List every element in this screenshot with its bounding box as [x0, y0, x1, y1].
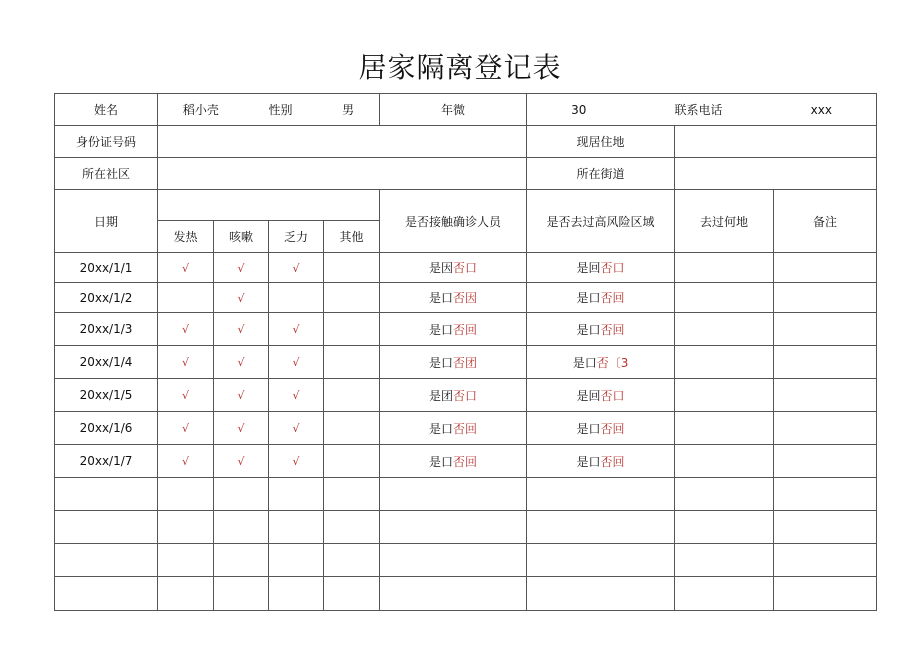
- fever-check-cell[interactable]: [158, 445, 214, 478]
- table-row: [55, 253, 877, 283]
- remarks-cell[interactable]: [774, 412, 877, 445]
- contact-yes-option[interactable]: 是口: [429, 355, 454, 370]
- blank-row: [55, 511, 877, 544]
- blank-cell[interactable]: [269, 544, 324, 577]
- checkmark-icon: √: [181, 389, 189, 402]
- other-check-cell[interactable]: [324, 283, 380, 313]
- risk-area-header: 是否去过高风险区域: [527, 190, 675, 253]
- date-cell: 20xx/1/2: [55, 283, 158, 313]
- blank-cell[interactable]: [675, 544, 774, 577]
- name-gender-cell: [158, 94, 380, 126]
- contact-no-option[interactable]: 否回: [453, 322, 478, 337]
- name-value[interactable]: 稻小壳: [182, 103, 219, 117]
- blank-cell[interactable]: [214, 478, 269, 511]
- blank-cell[interactable]: [214, 511, 269, 544]
- gender-value[interactable]: 男: [342, 103, 355, 117]
- gender-label: 性别: [268, 103, 293, 117]
- contact-no-option[interactable]: 否团: [453, 355, 478, 370]
- blank-cell[interactable]: [214, 577, 269, 611]
- phone-value[interactable]: xxx: [810, 102, 832, 117]
- date-header: 日期: [55, 190, 158, 253]
- fatigue-check-cell[interactable]: [269, 412, 324, 445]
- checkmark-icon: √: [181, 261, 189, 275]
- blank-cell[interactable]: [527, 478, 675, 511]
- contact-yes-option[interactable]: 是团: [429, 388, 454, 403]
- blank-cell[interactable]: [55, 478, 158, 511]
- risk-yes-option[interactable]: 是口: [576, 291, 601, 305]
- blank-cell[interactable]: [269, 577, 324, 611]
- residence-label: 现居住地: [527, 126, 675, 158]
- blank-cell[interactable]: [527, 577, 675, 611]
- contact-yes-option[interactable]: 是口: [429, 322, 454, 337]
- blank-cell[interactable]: [380, 544, 527, 577]
- cough-check-cell[interactable]: [214, 313, 269, 346]
- log-header-row: [55, 190, 877, 221]
- age-phone-cell: [527, 94, 877, 126]
- table-row: [55, 379, 877, 412]
- blank-row: [55, 577, 877, 611]
- risk-no-option[interactable]: 否回: [600, 291, 625, 305]
- where-cell[interactable]: [675, 313, 774, 346]
- checkmark-icon: √: [237, 291, 245, 305]
- risk-area-cell[interactable]: [527, 283, 675, 313]
- blank-cell[interactable]: [324, 511, 380, 544]
- contact-cell[interactable]: [380, 313, 527, 346]
- risk-yes-option[interactable]: 是口: [576, 421, 601, 436]
- table-row: [55, 445, 877, 478]
- risk-area-cell[interactable]: [527, 346, 675, 379]
- risk-no-option[interactable]: 否回: [600, 322, 625, 337]
- date-cell: 20xx/1/3: [55, 313, 158, 346]
- cough-check-cell[interactable]: [214, 253, 269, 283]
- checkmark-icon: √: [292, 389, 300, 402]
- risk-yes-option[interactable]: 是口: [576, 322, 601, 337]
- blank-cell[interactable]: [158, 478, 214, 511]
- community-value[interactable]: [158, 158, 527, 190]
- fever-check-cell[interactable]: [158, 253, 214, 283]
- remarks-cell[interactable]: [774, 346, 877, 379]
- fatigue-check-cell[interactable]: [269, 313, 324, 346]
- risk-area-cell[interactable]: [527, 313, 675, 346]
- phone-label: 联系电话: [674, 103, 723, 117]
- fatigue-check-cell[interactable]: [269, 379, 324, 412]
- where-cell[interactable]: [675, 445, 774, 478]
- cough-check-cell[interactable]: [214, 445, 269, 478]
- other-check-cell[interactable]: [324, 412, 380, 445]
- checkmark-icon: √: [292, 422, 300, 435]
- contact-no-option[interactable]: 否因: [453, 291, 478, 305]
- checkmark-icon: √: [237, 356, 245, 369]
- checkmark-icon: √: [237, 261, 245, 275]
- contact-yes-option[interactable]: 是口: [429, 421, 454, 436]
- fatigue-check-cell[interactable]: [269, 283, 324, 313]
- symptoms-group-header: [158, 190, 380, 221]
- blank-cell[interactable]: [380, 511, 527, 544]
- risk-area-cell[interactable]: [527, 445, 675, 478]
- fever-check-cell[interactable]: [158, 379, 214, 412]
- contact-cell[interactable]: [380, 412, 527, 445]
- checkmark-icon: √: [292, 323, 300, 336]
- checkmark-icon: √: [237, 323, 245, 336]
- risk-yes-option[interactable]: 是口: [572, 355, 597, 370]
- registration-table: [54, 93, 877, 611]
- name-label: 姓名: [55, 94, 158, 126]
- checkmark-icon: √: [292, 455, 300, 468]
- cough-check-cell[interactable]: [214, 379, 269, 412]
- blank-cell[interactable]: [55, 544, 158, 577]
- contact-yes-option[interactable]: 是口: [429, 454, 454, 469]
- where-header: 去过何地: [675, 190, 774, 253]
- age-value[interactable]: 30: [571, 102, 587, 117]
- date-cell: 20xx/1/4: [55, 346, 158, 379]
- checkmark-icon: √: [181, 323, 189, 336]
- community-label: 所在社区: [55, 158, 158, 190]
- contact-cell[interactable]: [380, 253, 527, 283]
- fever-check-cell[interactable]: [158, 412, 214, 445]
- remarks-cell[interactable]: [774, 253, 877, 283]
- blank-cell[interactable]: [380, 478, 527, 511]
- date-cell: 20xx/1/5: [55, 379, 158, 412]
- blank-cell[interactable]: [774, 511, 877, 544]
- checkmark-icon: √: [237, 422, 245, 435]
- blank-row: [55, 544, 877, 577]
- blank-cell[interactable]: [675, 511, 774, 544]
- contact-header: 是否接触确诊人员: [380, 190, 527, 253]
- other-header: 其他: [324, 221, 380, 253]
- blank-cell[interactable]: [158, 577, 214, 611]
- blank-cell[interactable]: [158, 511, 214, 544]
- checkmark-icon: √: [181, 356, 189, 369]
- date-cell: 20xx/1/1: [55, 253, 158, 283]
- risk-no-option[interactable]: 否回: [600, 454, 625, 469]
- id-label: 身份证号码: [55, 126, 158, 158]
- checkmark-icon: √: [181, 455, 189, 468]
- checkmark-icon: √: [181, 422, 189, 435]
- risk-area-cell[interactable]: [527, 412, 675, 445]
- street-value[interactable]: [675, 158, 877, 190]
- cough-header: 咳嗽: [214, 221, 269, 253]
- info-row-id: [55, 126, 877, 158]
- table-row: [55, 313, 877, 346]
- risk-no-option[interactable]: 否〔3: [596, 355, 629, 370]
- remarks-cell[interactable]: [774, 283, 877, 313]
- contact-yes-option[interactable]: 是因: [429, 261, 454, 275]
- remarks-cell[interactable]: [774, 313, 877, 346]
- risk-yes-option[interactable]: 是回: [576, 388, 601, 403]
- blank-cell[interactable]: [527, 544, 675, 577]
- where-cell[interactable]: [675, 379, 774, 412]
- blank-cell[interactable]: [774, 544, 877, 577]
- table-row: [55, 412, 877, 445]
- fever-check-cell[interactable]: [158, 313, 214, 346]
- risk-no-option[interactable]: 否口: [600, 388, 625, 403]
- blank-cell[interactable]: [527, 511, 675, 544]
- remarks-cell[interactable]: [774, 445, 877, 478]
- where-cell[interactable]: [675, 346, 774, 379]
- where-cell[interactable]: [675, 412, 774, 445]
- blank-cell[interactable]: [324, 478, 380, 511]
- other-check-cell[interactable]: [324, 346, 380, 379]
- contact-no-option[interactable]: 否口: [453, 388, 478, 403]
- blank-cell[interactable]: [324, 577, 380, 611]
- fever-header: 发热: [158, 221, 214, 253]
- risk-no-option[interactable]: 否回: [600, 421, 625, 436]
- other-check-cell[interactable]: [324, 445, 380, 478]
- checkmark-icon: √: [237, 455, 245, 468]
- fever-check-cell[interactable]: [158, 346, 214, 379]
- date-cell: 20xx/1/6: [55, 412, 158, 445]
- cough-check-cell[interactable]: [214, 346, 269, 379]
- residence-value[interactable]: [675, 126, 877, 158]
- blank-cell[interactable]: [158, 544, 214, 577]
- blank-cell[interactable]: [380, 577, 527, 611]
- date-cell: 20xx/1/7: [55, 445, 158, 478]
- age-label: 年微: [380, 94, 527, 126]
- blank-cell[interactable]: [55, 577, 158, 611]
- blank-cell[interactable]: [675, 478, 774, 511]
- other-check-cell[interactable]: [324, 313, 380, 346]
- blank-cell[interactable]: [55, 511, 158, 544]
- contact-cell[interactable]: [380, 379, 527, 412]
- info-row-community: [55, 158, 877, 190]
- blank-cell[interactable]: [774, 577, 877, 611]
- contact-no-option[interactable]: 否回: [453, 454, 478, 469]
- fever-check-cell[interactable]: [158, 283, 214, 313]
- blank-cell[interactable]: [324, 544, 380, 577]
- blank-cell[interactable]: [269, 478, 324, 511]
- blank-cell[interactable]: [214, 544, 269, 577]
- table-row: [55, 346, 877, 379]
- where-cell[interactable]: [675, 253, 774, 283]
- contact-no-option[interactable]: 否回: [453, 421, 478, 436]
- table-row: [55, 283, 877, 313]
- blank-row: [55, 478, 877, 511]
- checkmark-icon: √: [237, 389, 245, 402]
- remarks-cell[interactable]: [774, 379, 877, 412]
- info-row-name: [55, 94, 877, 126]
- blank-cell[interactable]: [774, 478, 877, 511]
- fatigue-check-cell[interactable]: [269, 346, 324, 379]
- contact-cell[interactable]: [380, 283, 527, 313]
- checkmark-icon: √: [292, 356, 300, 369]
- id-value[interactable]: [158, 126, 527, 158]
- contact-cell[interactable]: [380, 346, 527, 379]
- cough-check-cell[interactable]: [214, 283, 269, 313]
- risk-yes-option[interactable]: 是回: [576, 261, 601, 275]
- risk-area-cell[interactable]: [527, 379, 675, 412]
- risk-no-option[interactable]: 否口: [600, 261, 625, 275]
- other-check-cell[interactable]: [324, 253, 380, 283]
- table-body: [55, 94, 877, 611]
- fatigue-header: 乏力: [269, 221, 324, 253]
- fatigue-check-cell[interactable]: [269, 253, 324, 283]
- form-title: 居家隔离登记表: [358, 51, 562, 84]
- other-check-cell[interactable]: [324, 379, 380, 412]
- contact-yes-option[interactable]: 是口: [429, 291, 454, 305]
- blank-cell[interactable]: [675, 577, 774, 611]
- contact-no-option[interactable]: 否口: [453, 261, 478, 275]
- contact-cell[interactable]: [380, 445, 527, 478]
- cough-check-cell[interactable]: [214, 412, 269, 445]
- fatigue-check-cell[interactable]: [269, 445, 324, 478]
- street-label: 所在街道: [527, 158, 675, 190]
- where-cell[interactable]: [675, 283, 774, 313]
- checkmark-icon: √: [292, 261, 300, 275]
- remarks-header: 备注: [774, 190, 877, 253]
- risk-yes-option[interactable]: 是口: [576, 454, 601, 469]
- blank-cell[interactable]: [269, 511, 324, 544]
- risk-area-cell[interactable]: [527, 253, 675, 283]
